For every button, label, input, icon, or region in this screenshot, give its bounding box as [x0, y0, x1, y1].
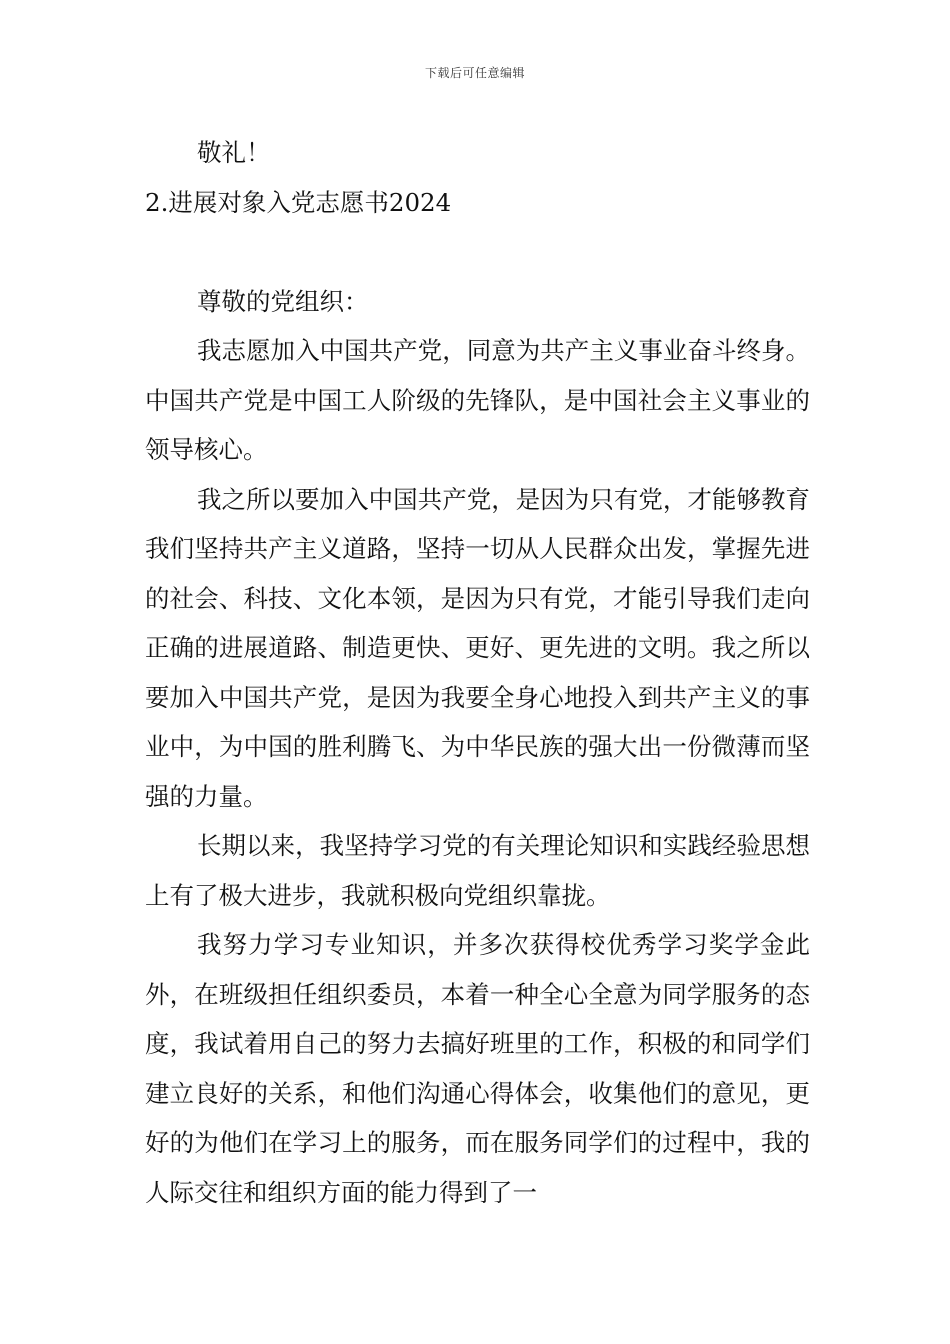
closing-line: 敬礼！	[197, 138, 271, 167]
paragraph-1: 我志愿加入中国共产党，同意为共产主义事业奋斗终身。中国共产党是中国工人阶级的先锋队，是中国社会主义事业的领导核心。	[145, 336, 810, 464]
paragraph-2: 我之所以要加入中国共产党，是因为只有党，才能够教育我们坚持共产主义道路，坚持一切从人民群众出发，掌握先进的社会、科技、文化本领，是因为只有党，才能引导我们走向正确的进展道路、制造更快、更好、更先进的文明。我之所以要加入中国共产党，是因为我要全身心地投入到共产主义的事业中，为中国的胜利腾飞、为中华民族的强大出一份微薄而坚强的力量。	[145, 484, 810, 811]
document-body	[145, 128, 810, 1217]
paragraph-3: 长期以来，我坚持学习党的有关理论知识和实践经验思想上有了极大进步，我就积极向党组织靠拢。	[145, 831, 810, 910]
blank-line	[145, 227, 810, 277]
section-title: 2.进展对象入党志愿书2024	[145, 187, 452, 217]
page-header: 下载后可任意编辑	[424, 66, 525, 80]
salutation: 尊敬的党组织：	[197, 286, 369, 316]
paragraph-4: 我努力学习专业知识，并多次获得校优秀学习奖学金此外，在班级担任组织委员，本着一种全心全意为同学服务的态度，我试着用自己的努力去搞好班里的工作，积极的和同学们建立良好的关系，和他们沟通心得体会，收集他们的意见，更好的为他们在学习上的服务，而在服务同学们的过程中，我的人际交往和组织方面的能力得到了一	[145, 930, 810, 1207]
